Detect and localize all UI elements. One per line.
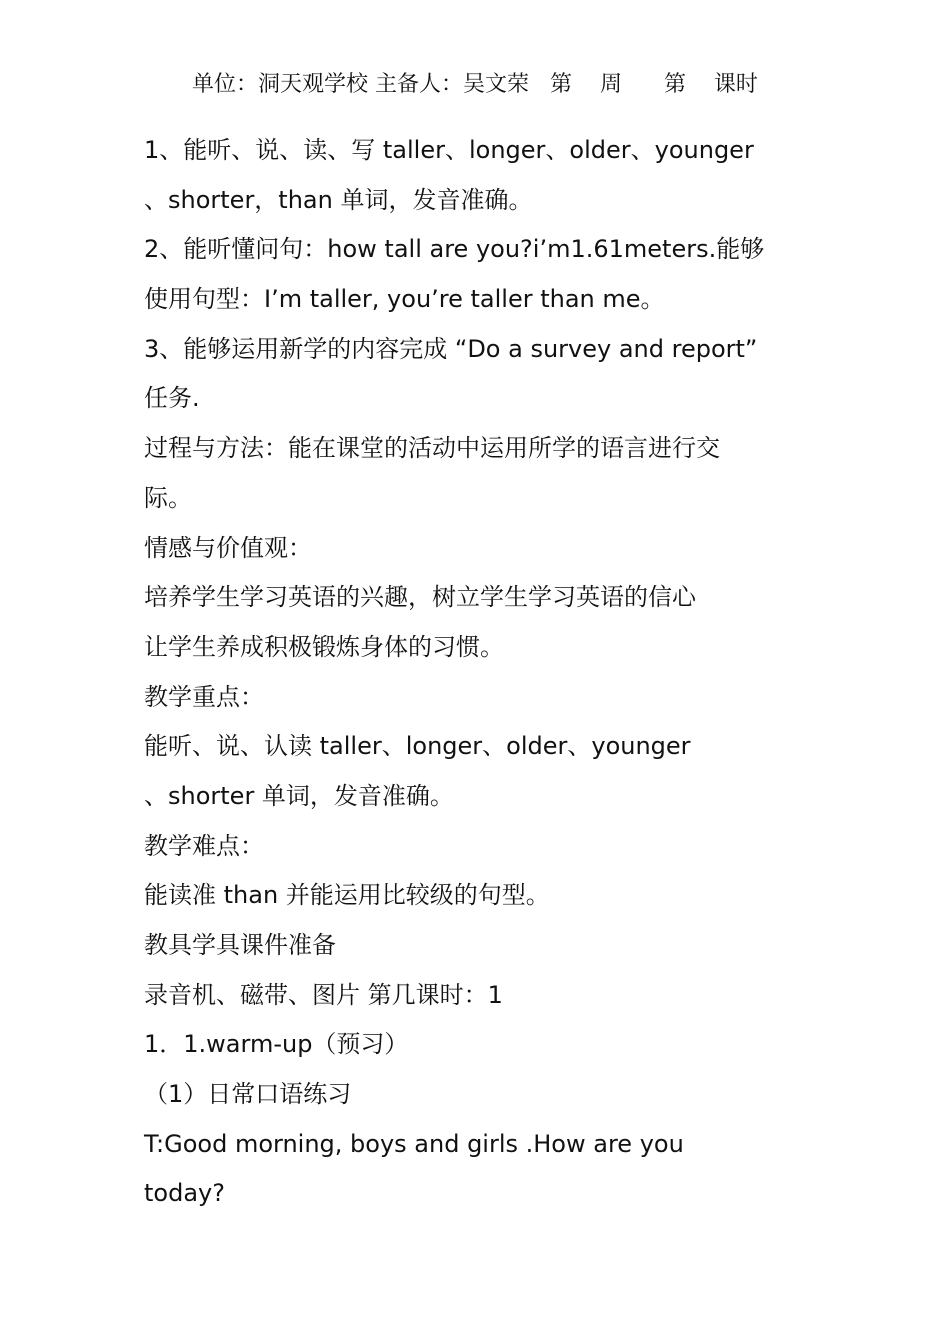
key-points-line-2: 、shorter 单词，发音准确。 <box>144 781 454 810</box>
objective-1-line-2: 、shorter，than 单词，发音准确。 <box>144 185 533 214</box>
dialogue-line-2: today? <box>144 1179 225 1208</box>
emotion-values-heading: 情感与价值观： <box>144 533 312 562</box>
difficulties-line-1: 能读准 than 并能运用比较级的句型。 <box>144 881 550 910</box>
objective-2-line-2: 使用句型：I’m taller, you’re taller than me。 <box>144 285 665 314</box>
process-method-line-2: 际。 <box>144 483 192 512</box>
objective-2-line-1: 2、能听懂问句：how tall are you?i’m1.61meters.能够 <box>144 235 765 264</box>
teaching-aids-heading: 教具学具课件准备 <box>144 931 336 959</box>
warm-up-heading: 1．1.warm-up（预习） <box>144 1030 409 1059</box>
objective-1-line-1: 1、能听、说、读、写 taller、longer、older、younger <box>144 136 754 164</box>
document-header: 单位：洞天观学校 主备人：吴文荣 第 周 第 课时 <box>192 72 758 97</box>
dialogue-line-1: T:Good morning, boys and girls .How are you <box>144 1129 684 1158</box>
document-body <box>144 132 824 1225</box>
objective-3-line-1: 3、能够运用新学的内容完成 “Do a survey and report” <box>144 334 758 363</box>
difficulties-heading: 教学难点： <box>144 831 264 860</box>
objective-3-line-2: 任务. <box>144 384 200 413</box>
key-points-heading: 教学重点： <box>144 682 264 711</box>
oral-practice-heading: （1）日常口语练习 <box>144 1080 352 1109</box>
emotion-values-line-1: 培养学生学习英语的兴趣，树立学生学习英语的信心 <box>144 583 696 612</box>
emotion-values-line-2: 让学生养成积极锻炼身体的习惯。 <box>144 632 504 661</box>
key-points-line-1: 能听、说、认读 taller、longer、older、younger <box>144 732 691 761</box>
process-method-line-1: 过程与方法：能在课堂的活动中运用所学的语言进行交 <box>144 434 720 463</box>
teaching-aids-line: 录音机、磁带、图片 第几课时：1 <box>144 980 503 1009</box>
